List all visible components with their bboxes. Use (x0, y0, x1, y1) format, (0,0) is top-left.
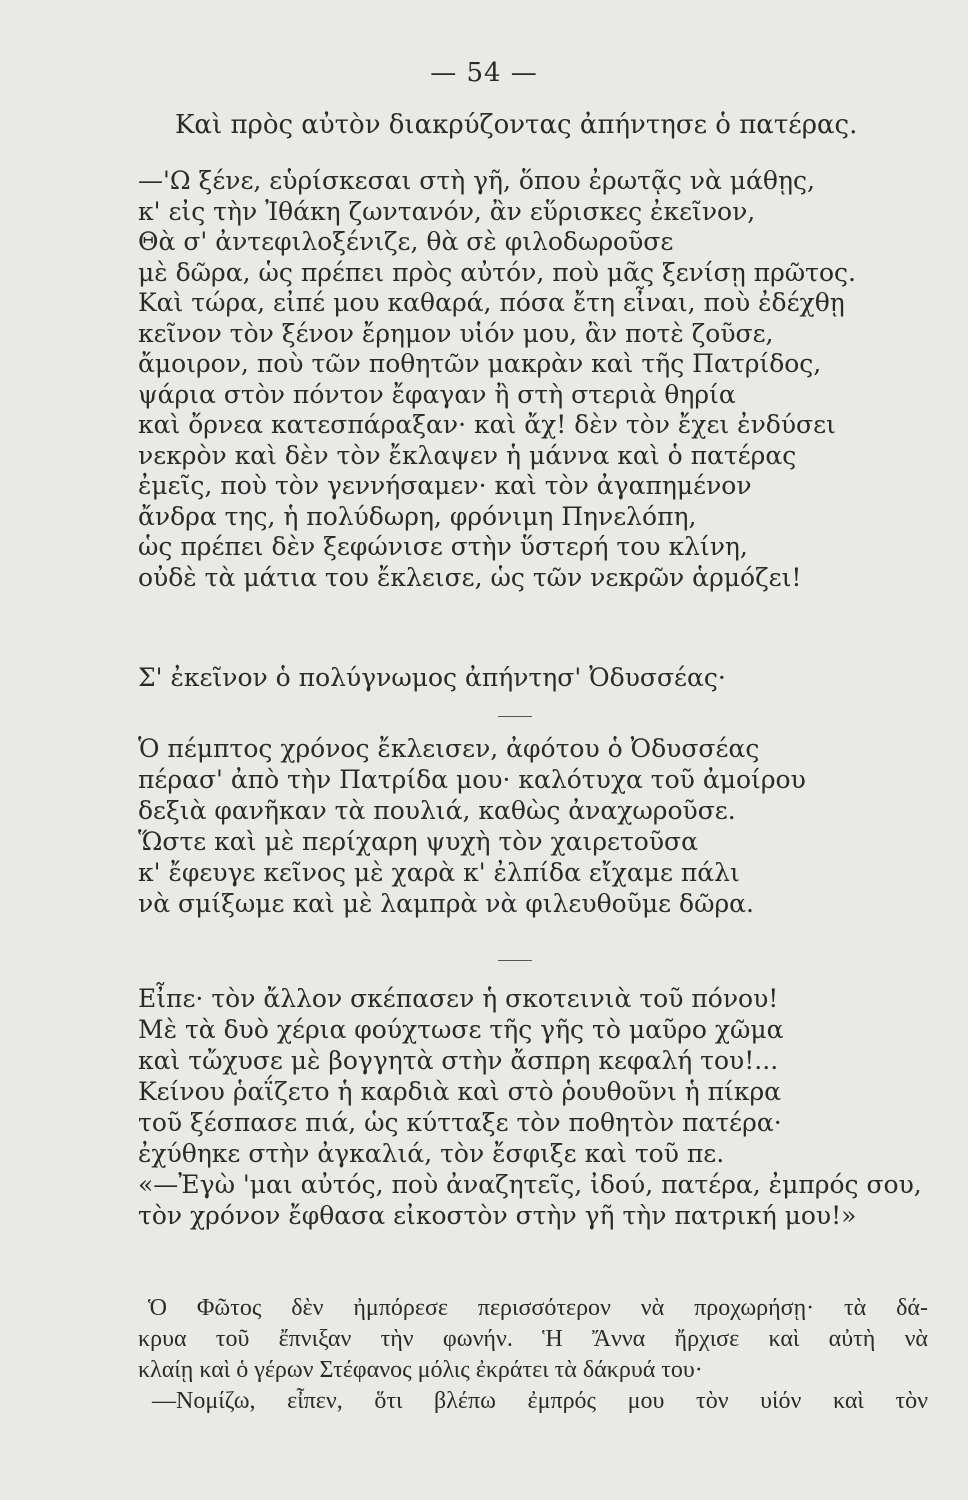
verse-line: κεῖνον τὸν ξένον ἔρημον υἱόν μου, ἂν ποτὲ ζοῦσε, (138, 318, 774, 348)
verse-line: μὲ δῶρα, ὡς πρέπει πρὸς αὐτόν, ποὺ μᾶς ξενίσῃ πρῶτος. (138, 257, 857, 287)
verse-line: ἐμεῖς, ποὺ τὸν γεννήσαμεν· καὶ τὸν ἀγαπημένον (138, 471, 752, 500)
recognition-stanza (138, 983, 922, 1231)
verse-line: Κείνου ῥαΐζετο ἡ καρδιὰ καὶ στὸ ῥουθοῦνι ἡ πίκρα (138, 1077, 782, 1106)
verse-line: κ' ἔφευγε κεῖνος μὲ χαρὰ κ' ἐλπίδα εἴχαμε πάλι (138, 858, 740, 887)
section-divider (498, 716, 532, 717)
prose-line: Ὁ Φῶτος δὲν ἠμπόρεσε περισσότερον νὰ προχωρήσῃ· τὰ δά- (148, 1295, 928, 1321)
verse-line: ψάρια στὸν πόντον ἔφαγαν ἢ στὴ στεριὰ θηρία (138, 379, 736, 409)
verse-line: νεκρὸν καὶ δὲν τὸν ἔκλαψεν ἡ μάννα καὶ ὁ πατέρας (138, 440, 797, 470)
narrative-paragraph (138, 1293, 928, 1417)
verse-line: καὶ τὤχυσε μὲ βογγητὰ στὴν ἄσπρη κεφαλή του!... (138, 1046, 779, 1075)
verse-line: ἄμοιρον, ποὺ τῶν ποθητῶν μακρὰν καὶ τῆς Πατρίδος, (138, 349, 822, 378)
verse-line: ὡς πρέπει δὲν ξεφώνισε στὴν ὕστερή του κλίνη, (138, 532, 748, 561)
intro-line: Καὶ πρὸς αὐτὸν διακρύζοντας ἀπήντησε ὁ πατέρας. (175, 110, 858, 140)
father-speech (138, 166, 856, 593)
prose-line: κλαίῃ καὶ ὁ γέρων Στέφανος μόλις ἐκράτει τὰ δάκρυά του· (138, 1357, 703, 1383)
verse-line: ἐχύθηκε στὴν ἀγκαλιά, τὸν ἔσφιξε καὶ τοῦ πε. (138, 1139, 725, 1168)
prose-line: —Νομίζω, εἶπεν, ὅτι βλέπω ἐμπρός μου τὸν υἱόν καὶ τὸν (152, 1388, 928, 1414)
odysseus-reply (138, 733, 806, 919)
verse-line: ἄνδρα της, ἡ πολύδωρη, φρόνιμη Πηνελόπη, (138, 501, 697, 531)
verse-line: Ὥστε καὶ μὲ περίχαρη ψυχὴ τὸν χαιρετοῦσα (138, 827, 698, 856)
verse-line: τὸν χρόνον ἔφθασα εἰκοστὸν στὴν γῆ τὴν πατρική μου!» (138, 1201, 857, 1230)
page-number: — 54 — (430, 58, 538, 88)
verse-line: Μὲ τὰ δυὸ χέρια φούχτωσε τῆς γῆς τὸ μαῦρο χῶμα (138, 1015, 784, 1044)
verse-line: Εἶπε· τὸν ἄλλον σκέπασεν ἡ σκοτεινιὰ τοῦ πόνου! (138, 984, 779, 1013)
verse-line: —'Ω ξένε, εὑρίσκεσαι στὴ γῆ, ὅπου ἐρωτᾷς νὰ μάθῃς, (138, 166, 815, 195)
verse-line: κ' εἰς τὴν Ἰθάκη ζωντανόν, ἂν εὕρισκες ἐκεῖνον, (138, 196, 756, 226)
verse-line: τοῦ ξέσπασε πιά, ὡς κύτταξε τὸν ποθητὸν πατέρα· (138, 1108, 782, 1137)
verse-line: δεξιὰ φανῆκαν τὰ πουλιά, καθὼς ἀναχωροῦσε. (138, 796, 736, 825)
prose-line: κρυα τοῦ ἔπνιξαν τὴν φωνήν. Ἡ Ἄννα ἤρχισε καὶ αὐτὴ νὰ (138, 1326, 928, 1352)
verse-line: οὐδὲ τὰ μάτια του ἔκλεισε, ὡς τῶν νεκρῶν ἁρμόζει! (138, 562, 802, 592)
verse-line: «—Ἐγὼ 'μαι αὐτός, ποὺ ἀναζητεῖς, ἰδού, πατέρα, ἐμπρός σου, (138, 1170, 922, 1199)
verse-line: πέρασ' ἀπὸ τὴν Πατρίδα μου· καλότυχα τοῦ ἀμοίρου (138, 765, 806, 794)
verse-line: καὶ ὄρνεα κατεσπάραξαν· καὶ ἄχ! δὲν τὸν ἔχει ἐνδύσει (138, 410, 836, 439)
verse-line: Καὶ τώρα, εἰπέ μου καθαρά, πόσα ἔτη εἶναι, ποὺ ἐδέχθῃ (138, 288, 845, 317)
verse-line: νὰ σμίξωμε καὶ μὲ λαμπρὰ νὰ φιλευθοῦμε δῶρα. (138, 889, 754, 918)
reply-intro-line: Σ' ἐκεῖνον ὁ πολύγνωμος ἀπήντησ' Ὀδυσσέας· (138, 663, 726, 692)
section-divider (498, 960, 532, 961)
verse-line: Θὰ σ' ἀντεφιλοξένιζε, θὰ σὲ φιλοδωροῦσε (138, 227, 674, 256)
verse-line: Ὁ πέμπτος χρόνος ἔκλεισεν, ἀφότου ὁ Ὀδυσσέας (138, 734, 760, 763)
